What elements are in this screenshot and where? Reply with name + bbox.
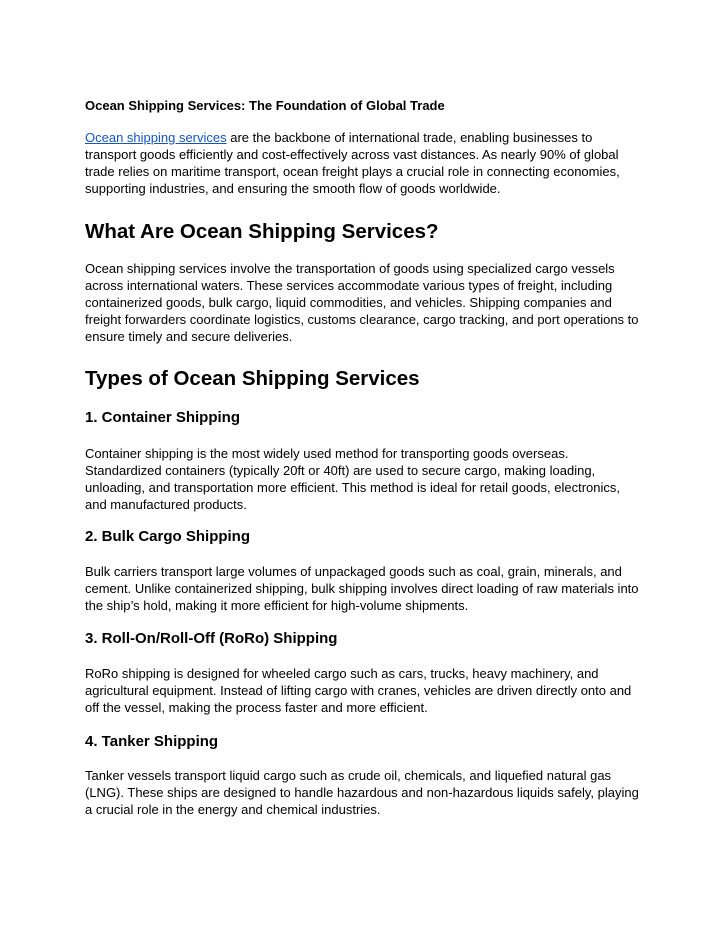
subheading-container-shipping: 1. Container Shipping [85,409,241,426]
subheading-bulk-cargo-shipping: 2. Bulk Cargo Shipping [85,528,251,545]
container-shipping-paragraph: Container shipping is the most widely used method for transporting goods overseas. Standardized containers (typically 20ft or 40ft) are used to secure cargo, making loading, unloading, and transportation more efficient. This method is ideal for retail goods, electronics, and manufactured products. [85,446,620,512]
intro-text: are the backbone of international trade, enabling businesses to transport goods efficiently and cost-effectively across vast distances. As nearly 90% of global trade relies on maritime transport, ocean freight plays a crucial role in connecting economies, supporting industries, and ensuring the smooth flow of goods worldwide. [85,130,620,196]
ocean-shipping-services-link[interactable]: Ocean shipping services [85,130,227,145]
roro-paragraph: RoRo shipping is designed for wheeled cargo such as cars, trucks, heavy machinery, and agricultural equipment. Instead of lifting cargo with cranes, vehicles are driven directly onto and off the vessel, making the process faster and more efficient. [85,666,632,715]
subheading-roro-shipping: 3. Roll-On/Roll-Off (RoRo) Shipping [85,630,338,647]
intro-paragraph [85,129,645,197]
heading-types-of-ocean-shipping: Types of Ocean Shipping Services [85,367,420,390]
what-are-paragraph: Ocean shipping services involve the transportation of goods using specialized cargo vessels across international waters. These services accommodate various types of freight, including containerized goods, bulk cargo, liquid commodities, and vehicles. Shipping companies and freight forwarders coordinate logistics, customs clearance, cargo tracking, and port operations to ensure timely and secure deliveries. [85,261,639,344]
tanker-paragraph: Tanker vessels transport liquid cargo such as crude oil, chemicals, and liquefied natural gas (LNG). These ships are designed to handle hazardous and non-hazardous liquids safely, playing a crucial role in the energy and chemical industries. [85,768,639,817]
subheading-tanker-shipping: 4. Tanker Shipping [85,733,219,750]
bulk-cargo-paragraph: Bulk carriers transport large volumes of unpackaged goods such as coal, grain, minerals, and cement. Unlike containerized shipping, bulk shipping involves direct loading of raw materials into the ship’s hold, making it more efficient for high-volume shipments. [85,564,639,613]
heading-what-are-ocean-shipping: What Are Ocean Shipping Services? [85,220,439,243]
document-title: Ocean Shipping Services: The Foundation of Global Trade [85,98,445,113]
